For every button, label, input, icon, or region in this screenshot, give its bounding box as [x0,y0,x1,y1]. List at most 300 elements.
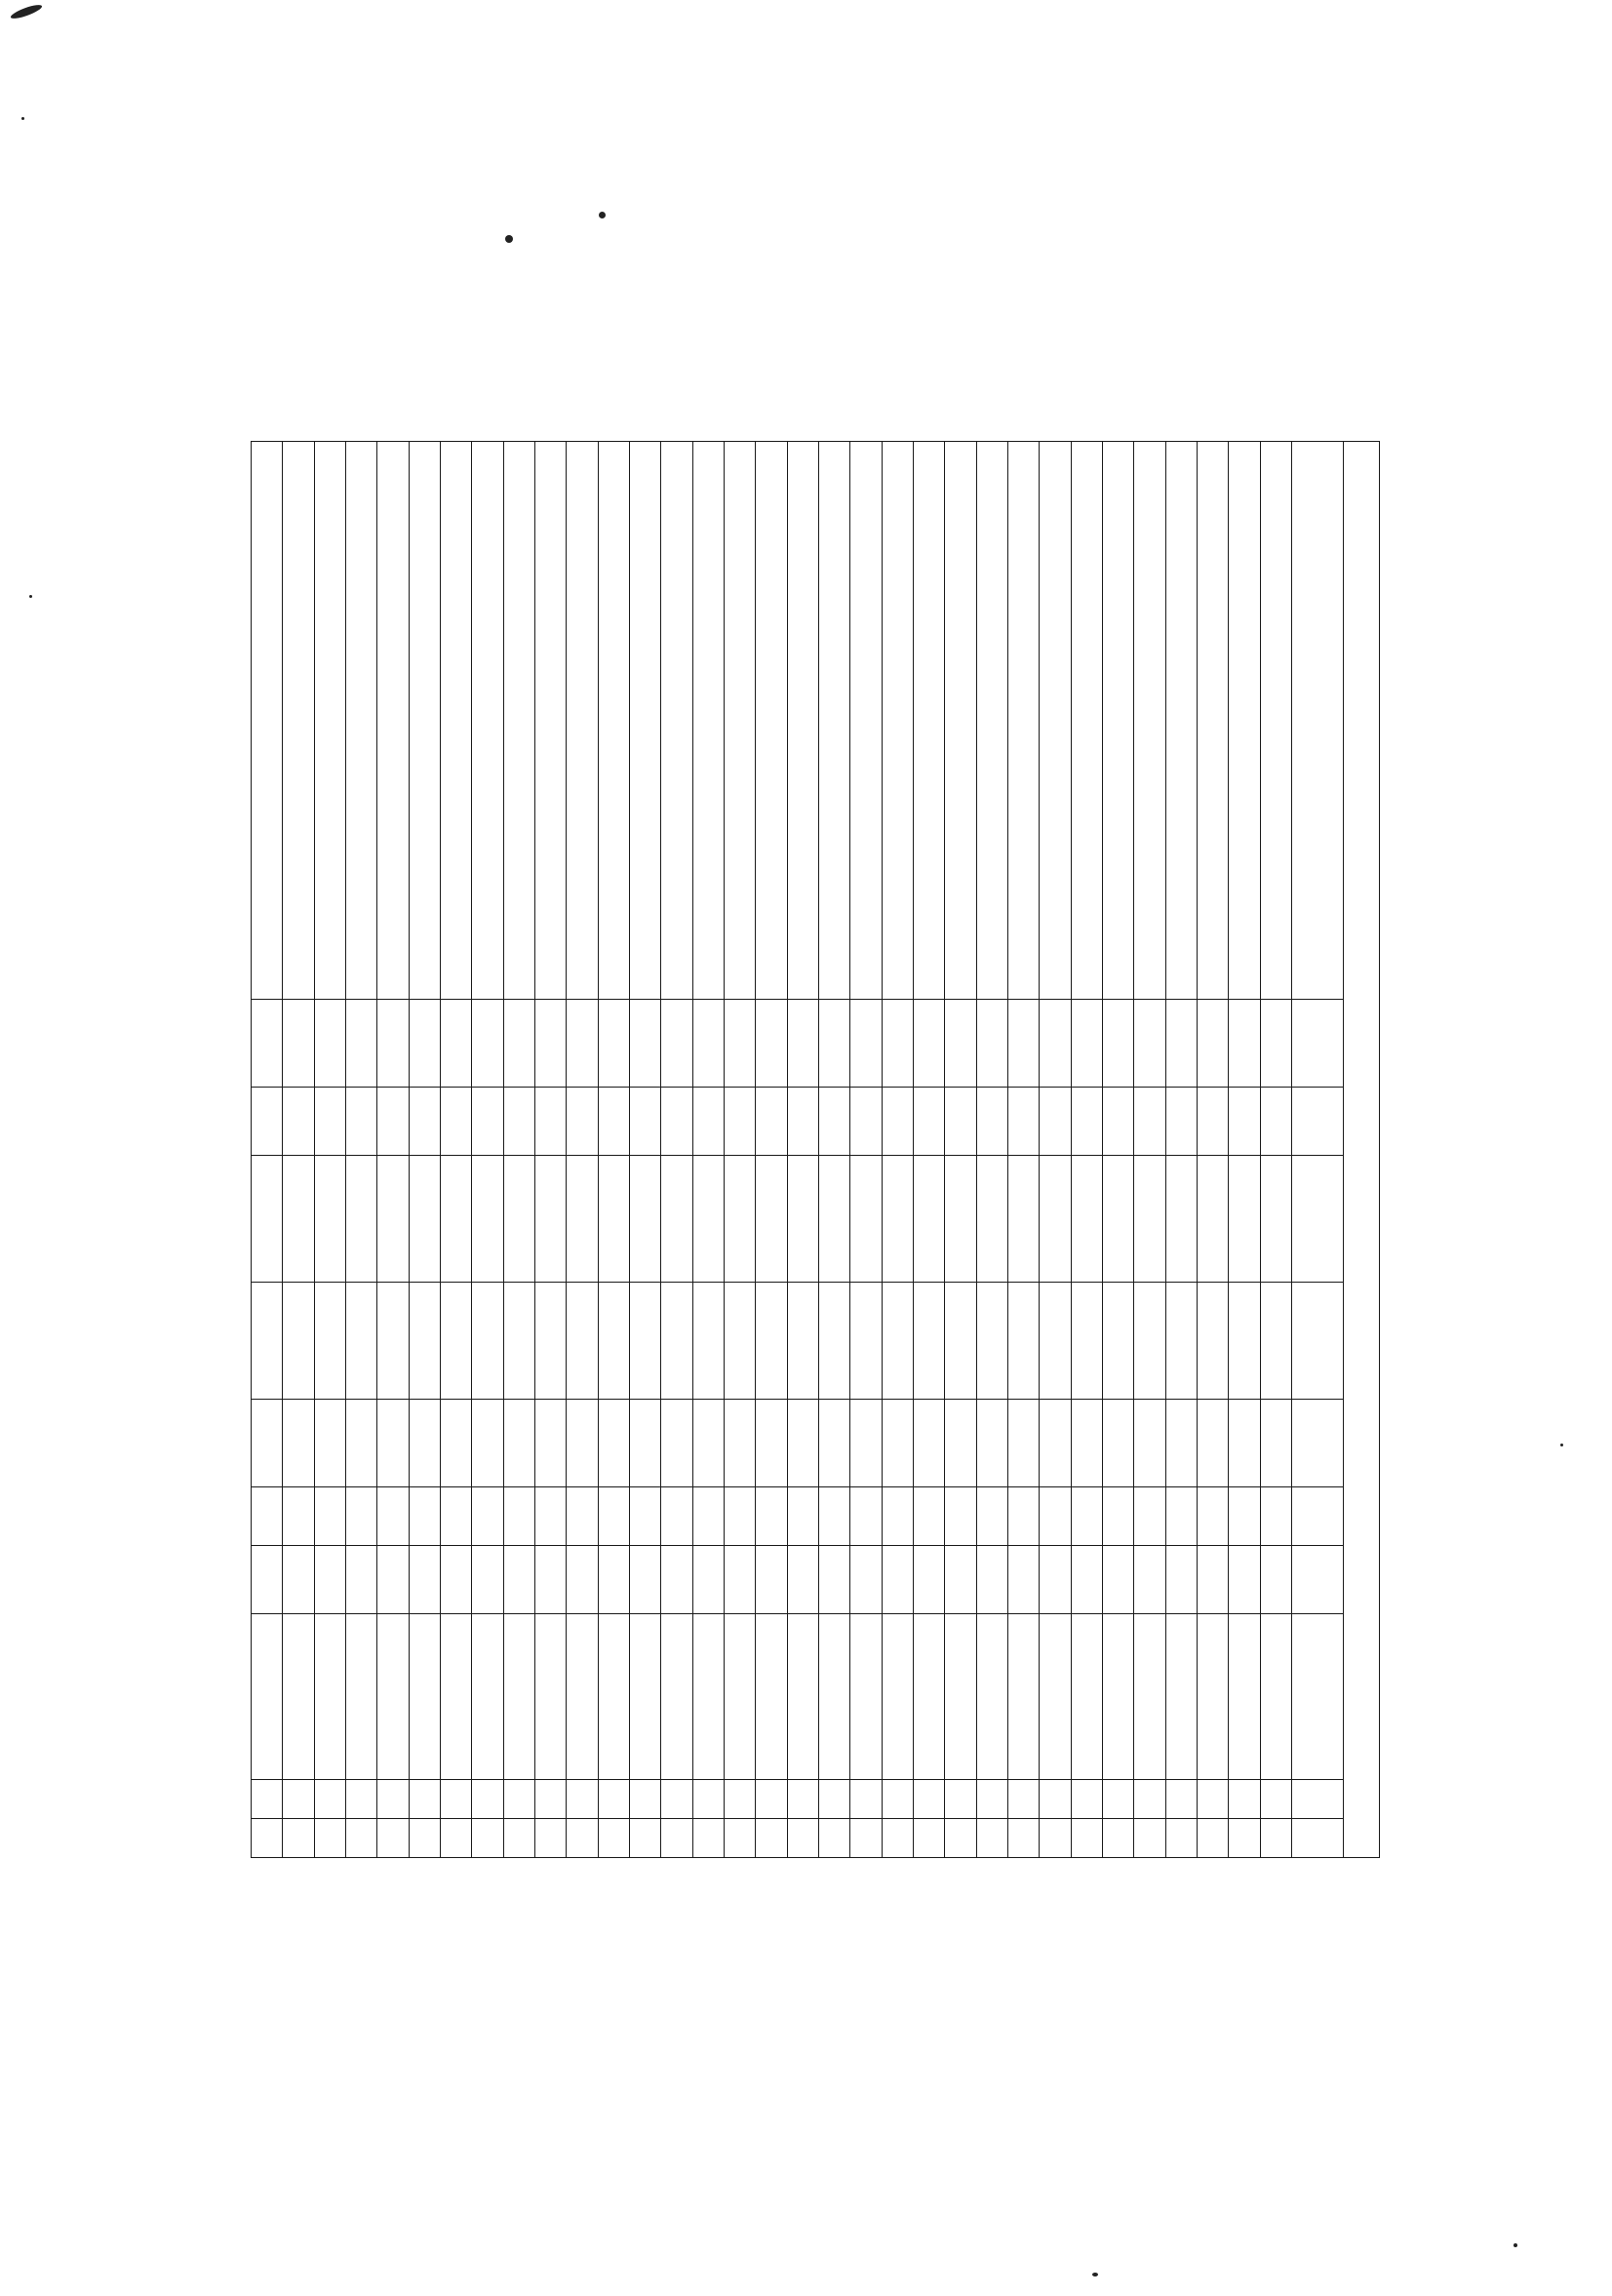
table-cell [1008,1156,1040,1283]
column-header [1292,1283,1344,1400]
table-cell [377,1780,409,1819]
table-cell [535,1156,567,1283]
table-cell [314,1000,345,1088]
table-cell [252,1614,284,1780]
table-row [1198,442,1229,1858]
table-cell [1198,1400,1229,1487]
table-cell [283,1819,314,1858]
table-cell [630,1546,661,1614]
table-cell [567,1156,598,1283]
table-cell [819,442,850,1000]
table-cell [882,1614,913,1780]
table-cell [1198,1819,1229,1858]
table-row [1165,442,1197,1858]
table-cell [661,1088,692,1156]
table-cell [1229,1283,1260,1400]
table-cell [441,1283,472,1400]
table-cell [945,1487,976,1546]
table-cell [314,442,345,1000]
table-cell [252,1156,284,1283]
table-cell [787,1156,818,1283]
table-cell [567,1780,598,1819]
table-cell [252,1283,284,1400]
table-cell [598,1283,629,1400]
table-cell [1134,442,1165,1000]
table-cell [283,1283,314,1400]
table-cell [1134,1156,1165,1283]
table-cell [819,1546,850,1614]
table-cell [1134,1614,1165,1780]
scan-speck [21,117,24,120]
table-cell [503,1088,534,1156]
table-cell [535,1400,567,1487]
table-cell [1008,1819,1040,1858]
table-cell [725,442,756,1000]
table-cell [1165,442,1197,1000]
table-cell [503,1819,534,1858]
table-cell [1103,1088,1134,1156]
table-cell [314,1819,345,1858]
table-cell [283,1000,314,1088]
table-cell [377,1487,409,1546]
table-cell [1008,442,1040,1000]
table-cell [945,1819,976,1858]
table-cell [346,1283,377,1400]
table-cell [472,1283,503,1400]
table-cell [725,1088,756,1156]
table-cell [914,1156,945,1283]
table-cell [756,1156,787,1283]
table-cell [1008,1283,1040,1400]
table-cell [787,1819,818,1858]
column-header [1292,1614,1344,1780]
table-cell [1229,1156,1260,1283]
table-cell [1134,1546,1165,1614]
table-cell [976,1546,1007,1614]
table-cell [567,1000,598,1088]
table-cell [567,1487,598,1546]
table-cell [1040,1088,1071,1156]
table-cell [1103,1819,1134,1858]
table-row [1134,442,1165,1858]
table-cell [1103,1400,1134,1487]
table-cell [914,1088,945,1156]
table-cell [472,1614,503,1780]
table-cell [850,1780,882,1819]
scan-speck [10,2,44,20]
table-row [314,442,345,1858]
table-cell [1103,1000,1134,1088]
table-cell [472,1000,503,1088]
table-cell [346,1546,377,1614]
table-cell [503,1156,534,1283]
table-cell [535,1780,567,1819]
table-cell [1134,1487,1165,1546]
table-cell [1040,1614,1071,1780]
table-cell [598,1156,629,1283]
table-cell [850,1400,882,1487]
table-cell [630,1283,661,1400]
table-cell [945,1400,976,1487]
table-cell [630,1088,661,1156]
table-cell [377,1156,409,1283]
table-cell [882,1819,913,1858]
table-cell [692,1000,724,1088]
table-cell [409,1088,440,1156]
table-cell [472,1780,503,1819]
table-cell [409,1614,440,1780]
table-cell [441,442,472,1000]
table-cell [472,1156,503,1283]
table-cell [598,1546,629,1614]
table-cell [630,1156,661,1283]
table-row [598,442,629,1858]
table-cell [787,1000,818,1088]
table-cell [472,1088,503,1156]
table-cell [441,1000,472,1088]
table-cell [661,1780,692,1819]
table-cell [819,1487,850,1546]
table-cell [314,1400,345,1487]
table-cell [1165,1614,1197,1780]
table-cell [756,1487,787,1546]
table-cell [1008,1000,1040,1088]
table-cell [630,1614,661,1780]
table-row [535,442,567,1858]
table-cell [409,1487,440,1546]
table-cell [725,1487,756,1546]
table-cell [1229,1088,1260,1156]
table-cell [377,1546,409,1614]
table-cell [567,1614,598,1780]
table-cell [692,1487,724,1546]
table-cell [850,1283,882,1400]
table-cell [914,1819,945,1858]
table-cell [661,1614,692,1780]
table-cell [850,1000,882,1088]
table-cell [472,1819,503,1858]
table-cell [1198,1780,1229,1819]
table-cell [819,1819,850,1858]
table-cell [1103,1156,1134,1283]
table-cell [882,1546,913,1614]
table-cell [598,1780,629,1819]
table-row [976,442,1007,1858]
table-row [503,442,534,1858]
table-cell [661,1487,692,1546]
table-cell [598,1088,629,1156]
table-cell [1260,1546,1291,1614]
table-cell [1071,1487,1102,1546]
table-cell [850,1819,882,1858]
table-row [1260,442,1291,1858]
table-cell [976,1400,1007,1487]
table-cell [661,1000,692,1088]
table-cell [472,1546,503,1614]
table-cell [1134,1000,1165,1088]
table-cell [567,1400,598,1487]
table-row [1103,442,1134,1858]
title-row [1344,442,1380,1858]
table-cell [377,1614,409,1780]
table-cell [503,442,534,1000]
table-cell [756,1819,787,1858]
table-cell [409,1156,440,1283]
table-cell [756,1780,787,1819]
table-cell [882,1400,913,1487]
scan-speck [1560,1444,1563,1446]
table-cell [787,1614,818,1780]
table-cell [692,1156,724,1283]
table-cell [945,1614,976,1780]
table-cell [819,1088,850,1156]
table-cell [314,1780,345,1819]
table-row [409,442,440,1858]
table-rotated [251,441,1380,1857]
table-cell [283,1400,314,1487]
table-cell [1229,1000,1260,1088]
table-cell [850,1487,882,1546]
table-cell [692,1780,724,1819]
table-cell [346,1088,377,1156]
table-cell [882,1487,913,1546]
table-row [1071,442,1102,1858]
table-cell [630,1400,661,1487]
table-cell [1165,1000,1197,1088]
table-cell [1040,1400,1071,1487]
table-cell [1071,442,1102,1000]
table-cell [283,1156,314,1283]
table-cell [252,1819,284,1858]
table-cell [787,1400,818,1487]
table-cell [409,442,440,1000]
table-row [692,442,724,1858]
table-cell [976,1283,1007,1400]
table-cell [252,442,284,1000]
table-cell [1198,1283,1229,1400]
table-row [661,442,692,1858]
table-cell [976,1156,1007,1283]
table-cell [976,1487,1007,1546]
table-cell [598,1614,629,1780]
table-cell [314,1546,345,1614]
table-cell [725,1780,756,1819]
table-cell [535,1487,567,1546]
table-cell [1071,1283,1102,1400]
table-cell [441,1546,472,1614]
table-cell [283,1780,314,1819]
table-cell [819,1400,850,1487]
table-cell [252,1088,284,1156]
table-row [1008,442,1040,1858]
table-cell [567,1283,598,1400]
table-row [850,442,882,1858]
table-cell [1198,1156,1229,1283]
table-cell [1260,1088,1291,1156]
table-cell [819,1000,850,1088]
table-cell [882,1283,913,1400]
table-cell [882,1088,913,1156]
table-cell [1071,1088,1102,1156]
table-row [945,442,976,1858]
table-cell [630,1487,661,1546]
table-cell [725,1156,756,1283]
table-cell [819,1614,850,1780]
table-cell [1229,1546,1260,1614]
table-cell [661,1819,692,1858]
table-cell [1134,1283,1165,1400]
table-cell [1165,1546,1197,1614]
table-cell [756,1088,787,1156]
table-cell [283,442,314,1000]
table-row [630,442,661,1858]
table-cell [441,1614,472,1780]
table-cell [945,1000,976,1088]
table-cell [725,1819,756,1858]
table-cell [314,1614,345,1780]
table-cell [346,442,377,1000]
table-cell [1198,1614,1229,1780]
table-cell [314,1283,345,1400]
table-cell [914,1487,945,1546]
table-cell [756,442,787,1000]
table-cell [1260,1000,1291,1088]
table-cell [692,1546,724,1614]
table-cell [503,1546,534,1614]
table-row [819,442,850,1858]
table-cell [914,1283,945,1400]
table-cell [503,1780,534,1819]
table-cell [535,1546,567,1614]
table-row [725,442,756,1858]
table-cell [1071,1546,1102,1614]
table-cell [1260,442,1291,1000]
table-cell [1008,1487,1040,1546]
table-cell [503,1400,534,1487]
column-header [1292,442,1344,1000]
scan-speck [1092,2273,1098,2276]
table-cell [976,1819,1007,1858]
table-cell [945,1780,976,1819]
table-cell [1198,442,1229,1000]
table-cell [409,1000,440,1088]
scan-speck [29,595,32,598]
table-cell [1165,1400,1197,1487]
table-cell [819,1780,850,1819]
table-cell [1260,1283,1291,1400]
table-cell [441,1088,472,1156]
table-cell [1040,1156,1071,1283]
table-cell [1040,1283,1071,1400]
table-cell [661,1283,692,1400]
table-cell [630,1780,661,1819]
table-cell [283,1487,314,1546]
table-cell [661,1400,692,1487]
table-cell [692,1088,724,1156]
table-cell [314,1487,345,1546]
table-cell [1165,1487,1197,1546]
column-header [1292,1400,1344,1487]
table-cell [252,1546,284,1614]
table-cell [252,1000,284,1088]
table-cell [976,1780,1007,1819]
table-cell [850,1614,882,1780]
table-row [567,442,598,1858]
table-cell [1229,1780,1260,1819]
data-table [251,441,1380,1858]
table-cell [882,1780,913,1819]
table-cell [377,1400,409,1487]
table-cell [1040,1546,1071,1614]
table-cell [567,1546,598,1614]
table-cell [661,442,692,1000]
scan-speck [505,235,513,243]
table-cell [1103,442,1134,1000]
table-cell [914,1400,945,1487]
table-cell [692,1283,724,1400]
table-cell [914,1546,945,1614]
table-cell [787,1088,818,1156]
table-cell [441,1819,472,1858]
table-cell [472,1487,503,1546]
table-row [787,442,818,1858]
table-cell [283,1614,314,1780]
table-cell [914,1614,945,1780]
table-cell [409,1400,440,1487]
table-title [1344,442,1380,1858]
scan-speck [599,212,606,218]
table-cell [1229,1819,1260,1858]
table-cell [283,1088,314,1156]
table-cell [1134,1780,1165,1819]
table-cell [535,1088,567,1156]
table-cell [630,1000,661,1088]
table-cell [535,1819,567,1858]
table-cell [976,1000,1007,1088]
table-cell [661,1546,692,1614]
table-cell [1103,1614,1134,1780]
table-cell [535,442,567,1000]
table-cell [692,1614,724,1780]
table-cell [377,1819,409,1858]
column-header [1292,1000,1344,1088]
table-cell [787,1283,818,1400]
table-cell [1198,1487,1229,1546]
table-cell [472,442,503,1000]
table-cell [567,1819,598,1858]
table-cell [1103,1780,1134,1819]
table-cell [1260,1156,1291,1283]
table-cell [252,1780,284,1819]
table-cell [976,442,1007,1000]
table-cell [787,1487,818,1546]
table-cell [1198,1088,1229,1156]
table-cell [882,1156,913,1283]
table-cell [598,1000,629,1088]
table-row [377,442,409,1858]
table-cell [409,1546,440,1614]
table-cell [1260,1819,1291,1858]
column-header [1292,1780,1344,1819]
table-cell [409,1283,440,1400]
table-cell [1229,1614,1260,1780]
table-cell [945,1283,976,1400]
table-cell [1008,1088,1040,1156]
table-cell [1134,1088,1165,1156]
table-cell [1040,1000,1071,1088]
table-cell [1260,1487,1291,1546]
table-cell [1198,1546,1229,1614]
